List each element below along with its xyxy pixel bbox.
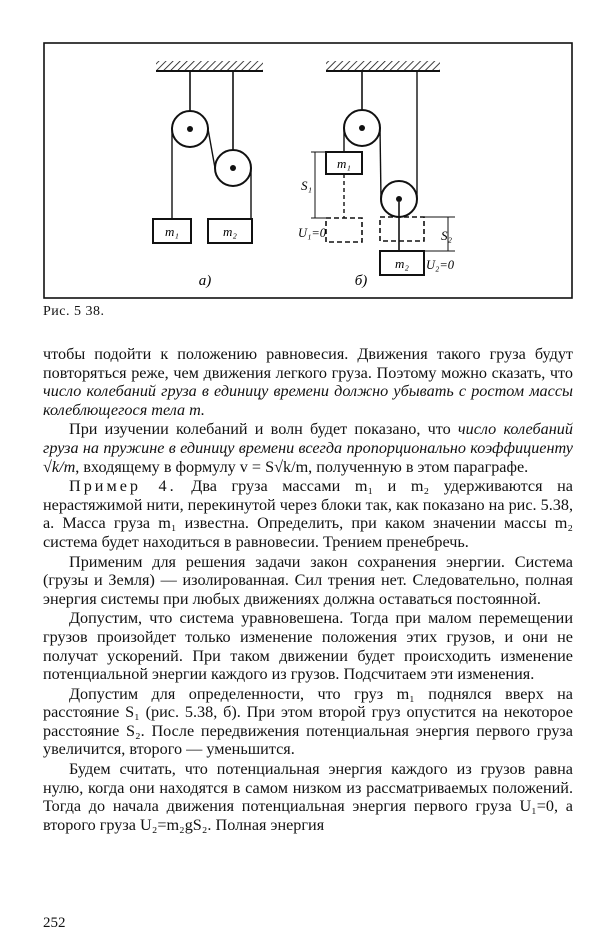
label-u2: U₂=0: [426, 258, 455, 272]
label-m2-a: m₂: [223, 224, 237, 239]
figure-5-38: [43, 42, 573, 299]
mass-m1-original: [326, 218, 362, 242]
label-s1: S₁: [301, 178, 313, 193]
paragraph-1: чтобы подойти к положению равновесия. Движения такого груза будут повторяться реже, чем движения легкого груза. Поэтому можно сказать, что число колебаний груза в единицу времени должно убывать с ростом массы колеблющегося тела m.: [43, 345, 573, 419]
pulley-diagram: [43, 42, 573, 299]
label-s2: S₂: [441, 228, 453, 243]
paragraph-6: Допустим для определенности, что груз m₁ поднялся вверх на расстояние S₁ (рис. 5.38, б). При этом второй груз опустится на некоторое расстояние S₂. После передвижения потенциальная энергия первого груза увеличится, второго — уменьшится.: [43, 684, 573, 759]
paragraph-4: Применим для решения задачи закон сохранения энергии. Система (грузы и Земля) — изолированная. Сил трения нет. Следовательно, полная энергия системы при любых движениях должна оставаться постоянной.: [43, 552, 573, 608]
sublabel-b: б): [354, 273, 368, 289]
ceiling-hatch: [156, 61, 263, 71]
label-m2-b: m₂: [395, 256, 409, 271]
figure-frame: [44, 43, 572, 298]
diagram-b: [298, 61, 455, 289]
page-number: 252: [43, 915, 66, 931]
diagram-a: [153, 61, 263, 289]
label-m1-b: m₁: [337, 156, 351, 171]
mass-m2-original: [380, 217, 424, 241]
paragraph-7: Будем считать, что потенциальная энергия каждого из грузов равна нулю, когда они находятся в самом низком из рассматриваемых положений. Тогда до начала движения потенциальная энергия первого груза U₁=0, а второго груза U₂=m₂gS₂. Полная энергия: [43, 760, 573, 834]
paragraph-2: При изучении колебаний и волн будет показано, что число колебаний груза на пружине в единицу времени всегда пропорционально коэффициенту √k/m, входящему в формулу v = S√k/m, полученную в этом параграфе.: [43, 420, 573, 476]
paragraph-5: Допустим, что система уравновешена. Тогда при малом перемещении грузов произойдет только изменение положения этих грузов, и они не получат ускорений. При таком движении будет происходить изменение потенциальной энергии каждого из грузов. Подсчитаем эти изменения.: [43, 609, 573, 684]
ceiling-hatch-b: [326, 61, 440, 71]
label-m1-a: m₁: [165, 224, 179, 239]
label-u1: U₁=0: [298, 226, 327, 240]
sublabel-a: а): [198, 273, 212, 289]
page-text: [43, 345, 573, 835]
figure-caption: Рис. 5 38.: [43, 304, 105, 319]
paragraph-3: Пример 4. Два груза массами m₁ и m₂ удерживаются на нерастяжимой нити, перекинутой через блоки так, как показано на рис. 5.38, а. Масса груза m₁ известна. Определить, при каком значении массы m₂ система будет находиться в равновесии. Трением пренебречь.: [43, 477, 573, 551]
